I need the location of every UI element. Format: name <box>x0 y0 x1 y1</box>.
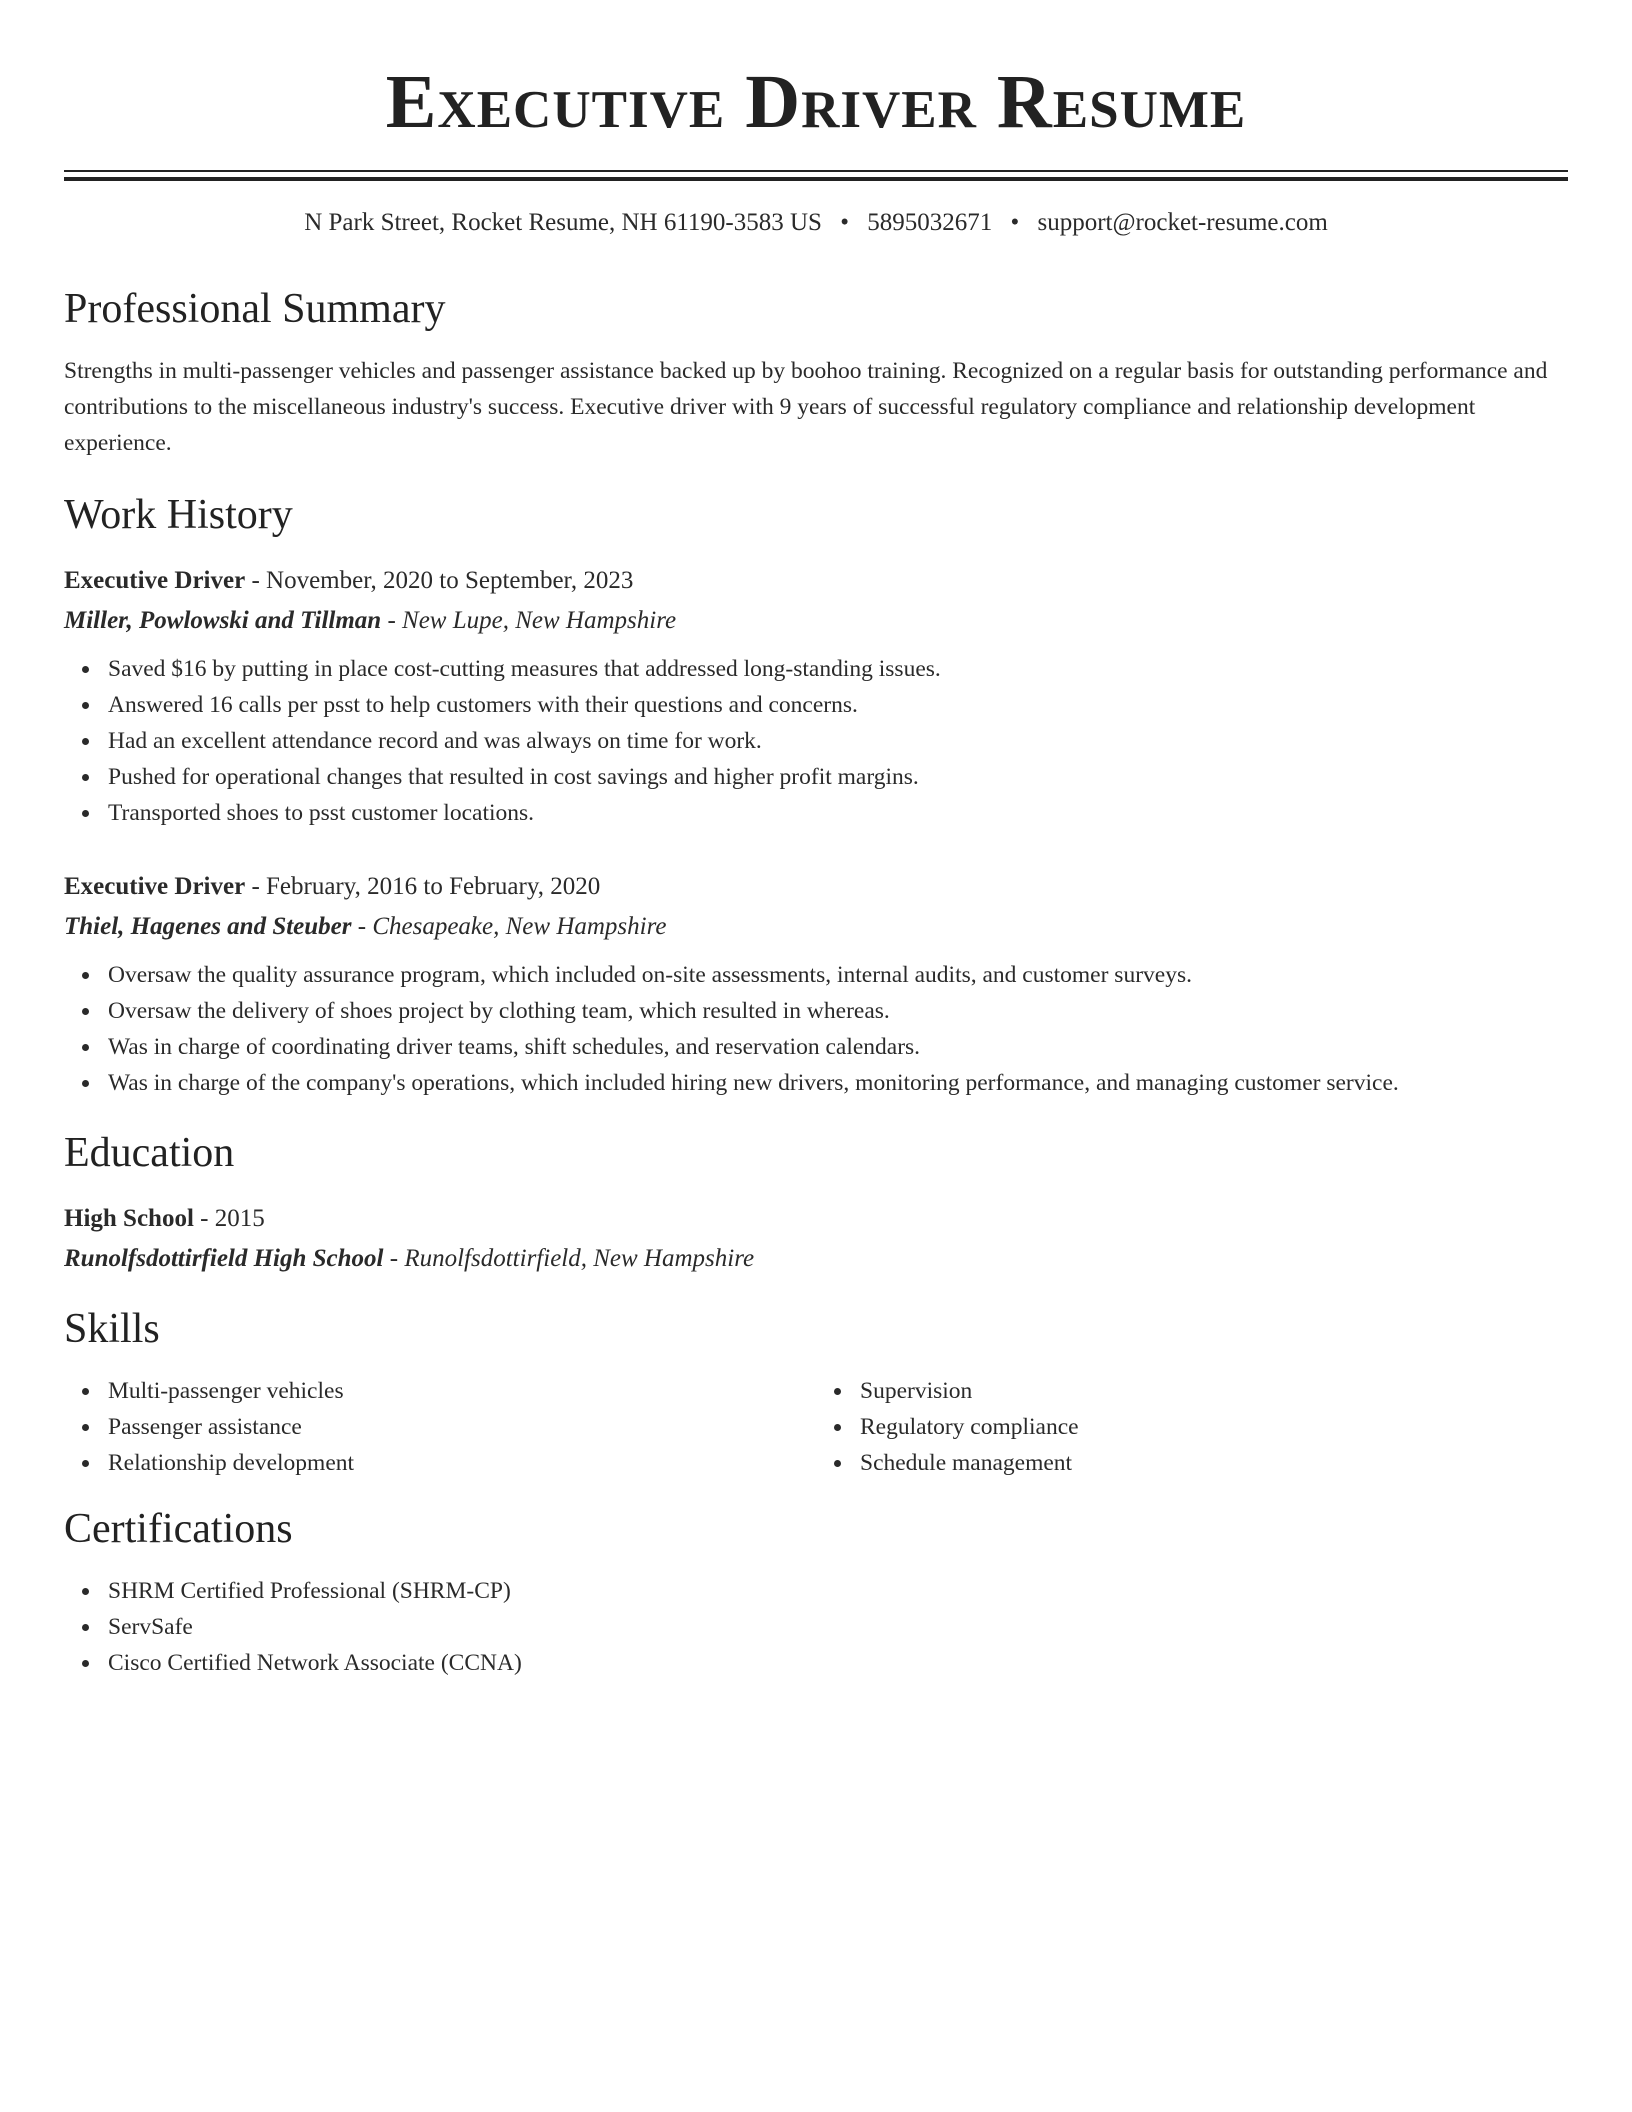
job-title-line <box>64 561 1568 601</box>
skill-text: Schedule management <box>860 1450 1073 1476</box>
education-year: - 2015 <box>193 1205 265 1232</box>
bullet-dot <box>82 1080 89 1087</box>
bullet-dot <box>82 1044 89 1051</box>
list-item-text: Transported shoes to psst customer locations. <box>108 800 535 826</box>
education-location: - Runolfsdottirfield, New Hampshire <box>383 1245 755 1272</box>
contact-line <box>64 207 1568 239</box>
job-location: - Chesapeake, New Hampshire <box>351 913 667 940</box>
list-item <box>108 723 1568 759</box>
list-item <box>108 1409 816 1445</box>
skill-text: Multi-passenger vehicles <box>108 1378 344 1404</box>
education-school-line <box>64 1239 1568 1279</box>
education-heading: Education <box>64 1130 235 1176</box>
bullet-dot <box>834 1460 841 1467</box>
contact-phone: 5895032671 <box>867 209 993 236</box>
bullet-dot <box>82 738 89 745</box>
job-entry <box>64 867 1568 1101</box>
bullet-dot <box>834 1424 841 1431</box>
bullet-dot <box>82 1588 89 1595</box>
bullet-dot <box>82 1460 89 1467</box>
certification-text: ServSafe <box>108 1614 193 1640</box>
list-item <box>108 651 1568 687</box>
skills-column-right <box>816 1373 1568 1481</box>
list-item <box>108 993 1568 1029</box>
list-item <box>860 1373 1568 1409</box>
contact-separator: • <box>1010 209 1020 236</box>
list-item <box>860 1445 1568 1481</box>
list-item <box>108 1373 816 1409</box>
bullet-dot <box>834 1388 841 1395</box>
skills-heading: Skills <box>64 1306 160 1352</box>
job-company: Miller, Powlowski and Tillman <box>64 607 382 634</box>
list-item-text: Pushed for operational changes that resulted in cost savings and higher profit margins. <box>108 764 919 790</box>
job-bullets <box>64 957 1568 1101</box>
job-bullets <box>64 651 1568 831</box>
list-item-text: Answered 16 calls per psst to help customers with their questions and concerns. <box>108 692 858 718</box>
certification-text: SHRM Certified Professional (SHRM-CP) <box>108 1578 511 1604</box>
list-item-text: Was in charge of coordinating driver teams, shift schedules, and reservation calendars. <box>108 1034 921 1060</box>
job-title-line <box>64 867 1568 907</box>
summary-text: Strengths in multi-passenger vehicles and passenger assistance backed up by boohoo training. Recognized on a regular basis for outstanding performance and contributions to the miscellaneous industry's success. Executive driver with 9 years of successful regulatory compliance and relationship development experience. <box>64 358 1548 456</box>
list-item <box>108 687 1568 723</box>
contact-separator: • <box>840 209 849 236</box>
bullet-dot <box>82 666 89 673</box>
list-item <box>108 957 1568 993</box>
summary-heading: Professional Summary <box>64 286 446 332</box>
skills-column-left <box>64 1373 816 1481</box>
list-item-text: Saved $16 by putting in place cost-cutting measures that addressed long-standing issues. <box>108 656 941 682</box>
skills-grid <box>64 1373 1568 1481</box>
list-item-text: Was in charge of the company's operations, which included hiring new drivers, monitoring performance, and managing customer service. <box>108 1070 1399 1096</box>
bullet-dot <box>82 1660 89 1667</box>
list-item <box>108 1573 1568 1609</box>
job-company-line <box>64 601 1568 641</box>
bullet-dot <box>82 972 89 979</box>
list-item <box>108 795 1568 831</box>
certification-text: Cisco Certified Network Associate (CCNA) <box>108 1650 522 1676</box>
list-item-text: Had an excellent attendance record and was always on time for work. <box>108 728 762 754</box>
list-item <box>860 1409 1568 1445</box>
education-school: Runolfsdottirfield High School <box>64 1245 384 1272</box>
list-item <box>108 1609 1568 1645</box>
education-degree-line <box>64 1199 1568 1239</box>
job-role: Executive Driver <box>64 873 246 900</box>
job-role: Executive Driver <box>64 567 246 594</box>
bullet-dot <box>82 810 89 817</box>
list-item-text: Oversaw the quality assurance program, which included on-site assessments, internal audits, and customer surveys. <box>108 962 1192 988</box>
list-item <box>108 1645 1568 1681</box>
bullet-dot <box>82 1388 89 1395</box>
job-dates: - February, 2016 to February, 2020 <box>245 873 601 900</box>
education-entry <box>64 1199 1568 1279</box>
list-item-text: Oversaw the delivery of shoes project by clothing team, which resulted in whereas. <box>108 998 890 1024</box>
bullet-dot <box>82 1624 89 1631</box>
skill-text: Regulatory compliance <box>860 1414 1079 1440</box>
job-company: Thiel, Hagenes and Steuber <box>64 913 352 940</box>
bullet-dot <box>82 1008 89 1015</box>
list-item <box>108 1029 1568 1065</box>
education-degree: High School <box>64 1205 194 1232</box>
skill-text: Relationship development <box>108 1450 355 1476</box>
list-item <box>108 1445 816 1481</box>
title-divider <box>64 170 1568 181</box>
job-company-line <box>64 907 1568 947</box>
work-history-heading: Work History <box>64 492 293 538</box>
contact-email: support@rocket-resume.com <box>1037 209 1328 236</box>
certifications-heading: Certifications <box>64 1506 293 1552</box>
job-location: - New Lupe, New Hampshire <box>381 607 677 634</box>
job-entry <box>64 561 1568 831</box>
job-dates: - November, 2020 to September, 2023 <box>245 567 634 594</box>
skill-text: Supervision <box>860 1378 973 1404</box>
contact-address: N Park Street, Rocket Resume, NH 61190-3583 US <box>304 209 822 236</box>
page-title: Executive Driver Resume <box>385 60 1247 144</box>
bullet-dot <box>82 1424 89 1431</box>
bullet-dot <box>82 774 89 781</box>
skill-text: Passenger assistance <box>108 1414 302 1440</box>
certifications-list <box>64 1573 1568 1681</box>
bullet-dot <box>82 702 89 709</box>
list-item <box>108 759 1568 795</box>
list-item <box>108 1065 1568 1101</box>
